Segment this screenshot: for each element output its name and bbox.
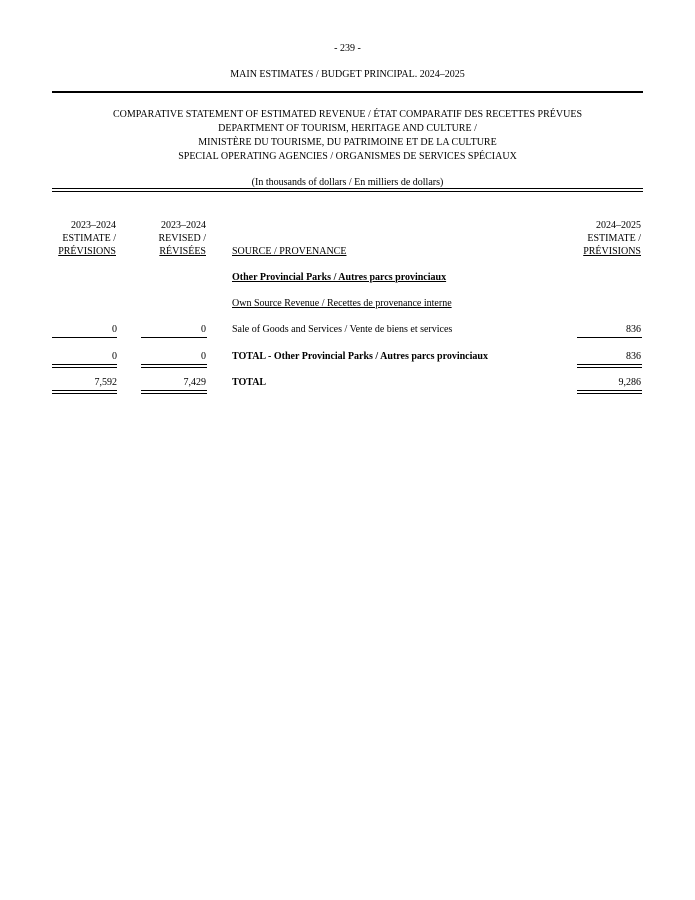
cell-estimate-2024-2025: 9,286 (618, 377, 641, 388)
row-rule (141, 337, 207, 338)
cell-estimate-2024-2025: 836 (626, 324, 641, 335)
cell-revised-2023-2024: 0 (201, 324, 206, 335)
column-label-fr: RÉVISÉES (159, 246, 206, 257)
section-heading: Other Provincial Parks / Autres parcs provinciaux (232, 272, 447, 283)
cell-estimate-2023-2024: 0 (112, 351, 117, 362)
row-double-rule (52, 390, 117, 394)
column-label-fr: PRÉVISIONS (583, 246, 641, 257)
cell-source: Sale of Goods and Services / Vente de biens et services (232, 324, 453, 335)
cell-source: TOTAL - Other Provincial Parks / Autres parcs provinciaux (232, 351, 488, 362)
column-label: ESTIMATE / (587, 233, 641, 244)
title-line: COMPARATIVE STATEMENT OF ESTIMATED REVENUE / ÉTAT COMPARATIF DES RECETTES PRÉVUES (113, 109, 582, 120)
page-number: - 239 - (334, 43, 361, 54)
cell-estimate-2023-2024: 0 (112, 324, 117, 335)
row-double-rule (52, 364, 117, 368)
row-rule (52, 337, 117, 338)
column-header-source (232, 245, 346, 258)
column-label: SOURCE / PROVENANCE (232, 246, 347, 257)
row-double-rule (577, 364, 642, 368)
running-header: MAIN ESTIMATES / BUDGET PRINCIPAL. 2024–2025 (230, 69, 465, 80)
cell-source: TOTAL (232, 377, 267, 388)
column-year: 2024–2025 (596, 220, 641, 231)
units-note: (In thousands of dollars / En milliers de dollars) (251, 177, 444, 188)
row-double-rule (577, 390, 642, 394)
column-label: ESTIMATE / (62, 233, 116, 244)
row-double-rule (141, 364, 207, 368)
title-line: SPECIAL OPERATING AGENCIES / ORGANISMES DE SERVICES SPÉCIAUX (178, 151, 517, 162)
row-double-rule (141, 390, 207, 394)
column-year: 2023–2024 (161, 220, 206, 231)
title-line: MINISTÈRE DU TOURISME, DU PATRIMOINE ET DE LA CULTURE (198, 137, 497, 148)
cell-estimate-2023-2024: 7,592 (94, 377, 117, 388)
title-line: DEPARTMENT OF TOURISM, HERITAGE AND CULTURE / (218, 123, 477, 134)
column-label: REVISED / (158, 233, 206, 244)
column-header-revised-2023-2024 (130, 219, 206, 258)
column-header-estimate-2024-2025 (563, 219, 641, 258)
cell-revised-2023-2024: 7,429 (183, 377, 206, 388)
cell-estimate-2024-2025: 836 (626, 351, 641, 362)
section-subheading: Own Source Revenue / Recettes de provenance interne (232, 298, 452, 309)
column-year: 2023–2024 (71, 220, 116, 231)
header-rule (52, 91, 643, 93)
title-double-rule (52, 188, 643, 192)
row-rule (577, 337, 642, 338)
statement-title (0, 108, 695, 164)
cell-revised-2023-2024: 0 (201, 351, 206, 362)
column-header-estimate-2023-2024 (40, 219, 116, 258)
column-label-fr: PRÉVISIONS (58, 246, 116, 257)
